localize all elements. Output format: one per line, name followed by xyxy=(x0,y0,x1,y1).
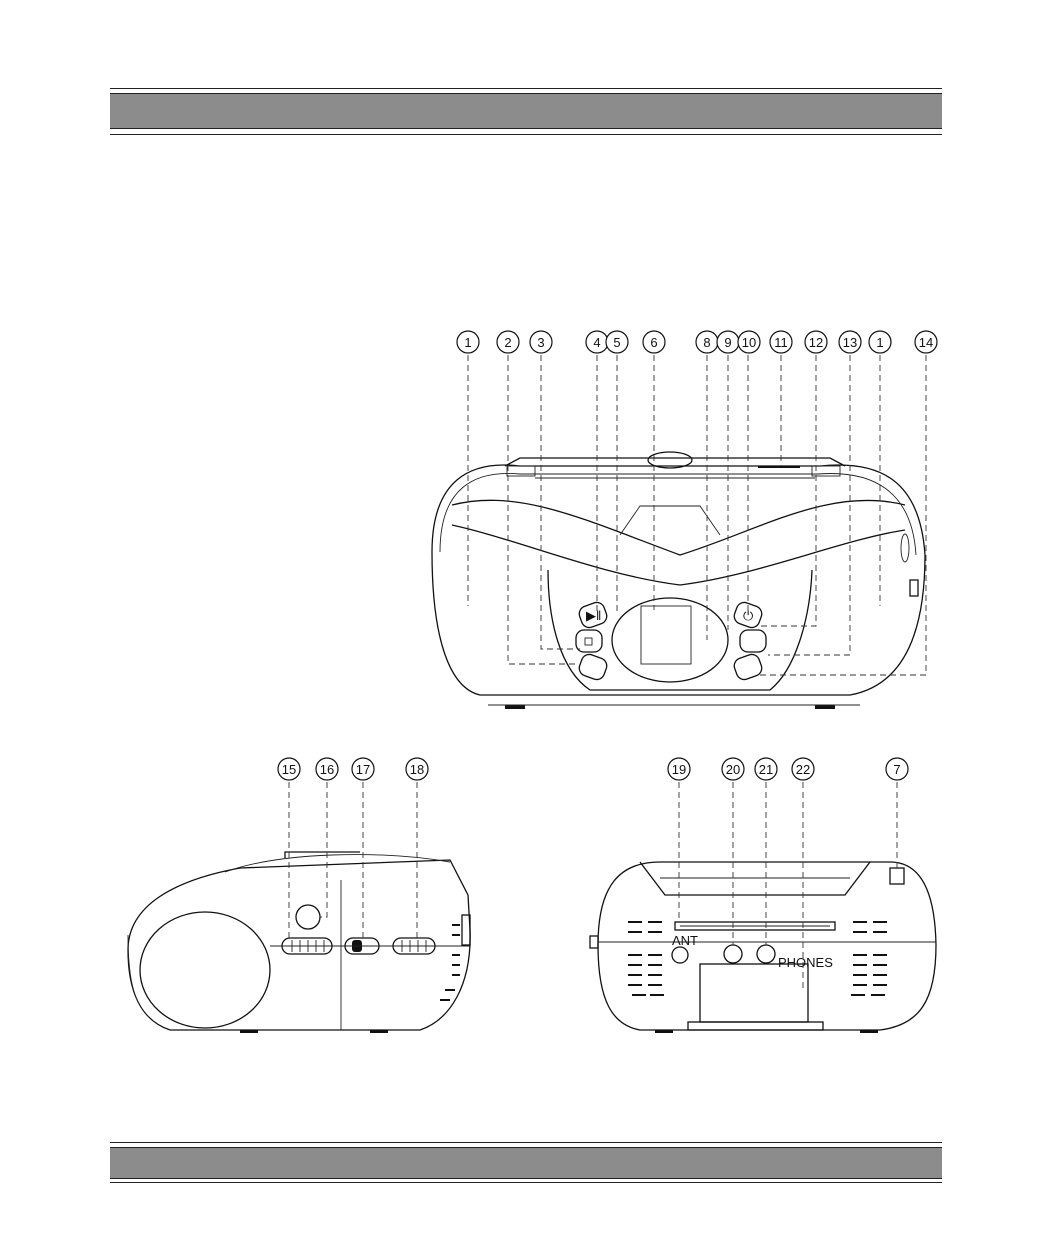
callout-17 xyxy=(352,758,374,780)
callout-label: 3 xyxy=(537,335,545,350)
rear-left-vents xyxy=(628,922,664,995)
callout-label: 9 xyxy=(724,335,732,350)
callout-label: 20 xyxy=(725,762,741,777)
callout-label: 7 xyxy=(893,762,901,777)
front-body-inner xyxy=(440,473,916,555)
callout-label: 8 xyxy=(703,335,711,350)
phones-jack-label: PHONES xyxy=(778,955,833,970)
callout-4 xyxy=(586,331,608,353)
callout-9 xyxy=(717,331,739,353)
front-left-tab xyxy=(507,466,535,476)
rear-port xyxy=(890,868,904,884)
rear-foot-2 xyxy=(860,1030,878,1033)
side-jack xyxy=(910,580,918,596)
callout-label: 18 xyxy=(409,762,425,777)
callout-label: 1 xyxy=(464,335,472,350)
callout-label: 16 xyxy=(319,762,335,777)
battery-compartment[interactable] xyxy=(700,964,808,1022)
side-callouts xyxy=(278,758,428,780)
side-button[interactable] xyxy=(296,905,320,929)
callout-11 xyxy=(770,331,792,353)
callout-label: 13 xyxy=(842,335,858,350)
side-body xyxy=(128,860,470,1030)
callout-label: 17 xyxy=(355,762,371,777)
callout-6 xyxy=(643,331,665,353)
side-top-edge xyxy=(225,855,450,872)
callout-18 xyxy=(406,758,428,780)
side-speaker xyxy=(140,912,270,1028)
callout-label: 2 xyxy=(504,335,512,350)
side-knob xyxy=(901,534,909,562)
side-vents xyxy=(440,925,460,1000)
callout-22 xyxy=(792,758,814,780)
callout-10 xyxy=(738,331,760,353)
callout-label: 21 xyxy=(758,762,774,777)
antenna-jack-label: ANT xyxy=(672,933,698,948)
side-view xyxy=(128,782,470,1033)
callout-21 xyxy=(755,758,777,780)
callout-16 xyxy=(316,758,338,780)
callout-1-right xyxy=(869,331,891,353)
callout-label: 1 xyxy=(876,335,884,350)
callout-label: 12 xyxy=(808,335,824,350)
callout-8 xyxy=(696,331,718,353)
antenna-jack[interactable] xyxy=(672,947,688,963)
side-foot-1 xyxy=(240,1030,258,1033)
side-leaders xyxy=(289,782,417,940)
callout-label: 4 xyxy=(593,335,601,350)
rear-handle xyxy=(640,862,870,895)
callout-label: 15 xyxy=(281,762,297,777)
callout-label: 11 xyxy=(774,335,788,350)
callout-7 xyxy=(886,758,908,780)
rear-view xyxy=(590,782,936,1033)
power-icon: ⏻ xyxy=(743,608,754,623)
rear-body xyxy=(598,862,936,1030)
skip-back-button[interactable] xyxy=(577,652,609,682)
callout-13 xyxy=(839,331,861,353)
rear-callouts xyxy=(668,758,908,780)
rear-foot-1 xyxy=(655,1030,673,1033)
callout-label: 22 xyxy=(795,762,811,777)
callout-label: 5 xyxy=(613,335,621,350)
front-view xyxy=(432,355,926,709)
callout-label: 14 xyxy=(918,335,934,350)
lid xyxy=(505,458,845,466)
mode-button[interactable] xyxy=(740,630,766,652)
callout-1-left xyxy=(457,331,479,353)
foot-right xyxy=(815,705,835,709)
front-body xyxy=(432,465,925,695)
jack-21[interactable] xyxy=(757,945,775,963)
front-swoop-top xyxy=(452,500,905,555)
callout-2 xyxy=(497,331,519,353)
play-pause-icon: ▶‖ xyxy=(586,608,602,623)
callout-19 xyxy=(668,758,690,780)
callout-3 xyxy=(530,331,552,353)
callout-label: 6 xyxy=(650,335,658,350)
lcd-display xyxy=(641,606,691,664)
callout-15 xyxy=(278,758,300,780)
display-bezel xyxy=(612,598,728,682)
side-left-rim xyxy=(128,935,140,1005)
callout-14 xyxy=(915,331,937,353)
battery-door-base xyxy=(688,1022,823,1030)
rear-side-knob xyxy=(590,936,598,948)
cd-window xyxy=(620,506,720,535)
skip-forward-button[interactable] xyxy=(732,652,764,682)
front-callouts xyxy=(457,331,937,353)
jack-20[interactable] xyxy=(724,945,742,963)
side-foot-2 xyxy=(370,1030,388,1033)
callout-12 xyxy=(805,331,827,353)
callout-5 xyxy=(606,331,628,353)
callout-label: 10 xyxy=(741,335,757,350)
front-leaders xyxy=(468,355,926,675)
callout-label: 19 xyxy=(671,762,687,777)
foot-left xyxy=(505,705,525,709)
callout-20 xyxy=(722,758,744,780)
rear-right-vents xyxy=(851,922,887,995)
stop-icon xyxy=(585,638,592,645)
